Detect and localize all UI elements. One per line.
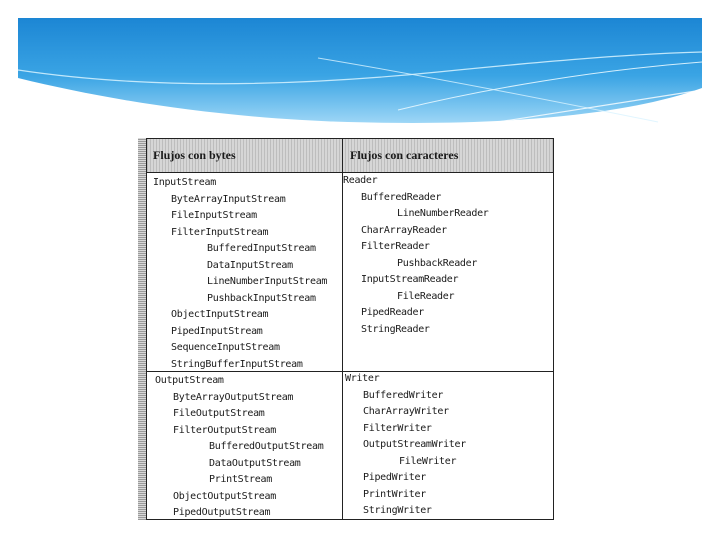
class-entry: FileReader	[397, 290, 455, 302]
class-entry: BufferedInputStream	[207, 243, 316, 254]
class-entry: OutputStream	[155, 375, 224, 386]
class-entry: FilterInputStream	[171, 226, 269, 238]
class-entry: ObjectOutputStream	[173, 490, 276, 502]
class-entry: ByteArrayInputStream	[171, 193, 286, 205]
class-entry: InputStreamReader	[361, 274, 459, 285]
class-entry: StringReader	[361, 323, 430, 335]
class-entry: SequenceInputStream	[171, 342, 280, 353]
class-entry: ObjectInputStream	[171, 309, 269, 320]
class-entry: BufferedOutputStream	[209, 441, 324, 452]
class-entry: PipedInputStream	[171, 325, 263, 337]
class-entry: ByteArrayOutputStream	[173, 391, 294, 403]
class-entry: CharArrayReader	[361, 224, 447, 236]
class-entry: Writer	[345, 373, 380, 384]
class-entry: Reader	[343, 175, 378, 186]
class-entry: PipedOutputStream	[173, 507, 271, 518]
class-entry: FilterReader	[361, 241, 430, 252]
table-header	[147, 139, 553, 173]
class-entry: FileWriter	[399, 455, 457, 467]
class-entry: DataInputStream	[207, 259, 293, 271]
class-entry: FilterWriter	[363, 422, 432, 434]
class-entry: OutputStreamWriter	[363, 439, 466, 450]
class-entry: InputStream	[153, 177, 216, 188]
class-entry: LineNumberReader	[397, 208, 489, 219]
header-chars: Flujos con caracteres	[350, 148, 459, 162]
column-divider	[342, 139, 343, 519]
class-entry: FilterOutputStream	[173, 424, 276, 436]
class-entry: PipedWriter	[363, 472, 426, 483]
class-entry: DataOutputStream	[209, 457, 301, 469]
class-entry: FileOutputStream	[173, 408, 265, 419]
class-entry: BufferedReader	[361, 191, 442, 203]
class-entry: PrintWriter	[363, 488, 426, 500]
class-entry: LineNumberInputStream	[207, 276, 328, 287]
class-entry: PrintStream	[209, 474, 272, 485]
class-entry: PushbackInputStream	[207, 292, 316, 304]
class-entry: CharArrayWriter	[363, 406, 449, 417]
scan-shadow	[138, 138, 146, 520]
class-entry: StringWriter	[363, 505, 432, 516]
class-entry: PipedReader	[361, 307, 424, 318]
streams-table	[138, 138, 554, 520]
class-entry: StringBufferInputStream	[171, 358, 303, 370]
class-entry: BufferedWriter	[363, 389, 444, 401]
table-frame	[146, 138, 554, 520]
slide-banner	[18, 18, 702, 128]
header-bytes: Flujos con bytes	[153, 148, 236, 162]
class-entry: FileInputStream	[171, 210, 257, 221]
class-entry: PushbackReader	[397, 257, 478, 269]
